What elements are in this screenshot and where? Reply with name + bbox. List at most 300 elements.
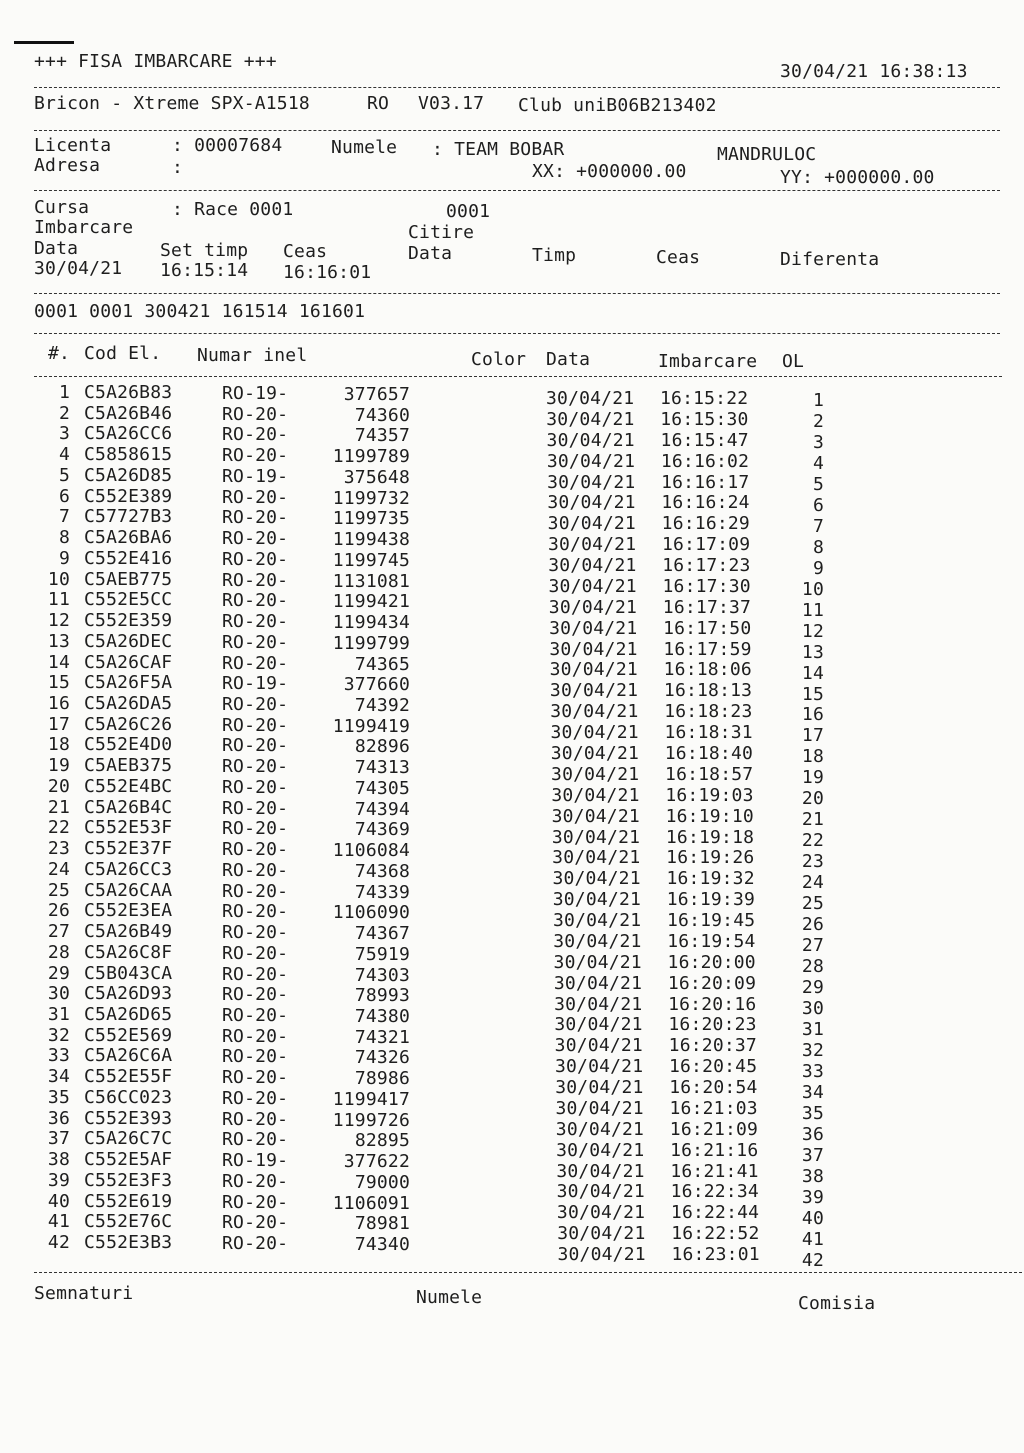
row-ring-number: 74394 bbox=[354, 798, 410, 820]
row-ring-number: 74339 bbox=[354, 881, 410, 903]
row-code: C552E55F bbox=[84, 1066, 173, 1088]
row-ring-number: 1199434 bbox=[332, 612, 410, 634]
row-ol: 17 bbox=[801, 725, 824, 747]
row-code: C552E5CC bbox=[84, 589, 173, 611]
row-ring-number: 74340 bbox=[354, 1234, 410, 1256]
cursa-value: : Race 0001 bbox=[172, 199, 294, 220]
row-date: 30/04/21 bbox=[555, 1077, 644, 1099]
row-ring-number: 1199789 bbox=[332, 446, 410, 468]
row-ring-prefix: RO-20- bbox=[222, 1067, 289, 1089]
row-ring-number: 74369 bbox=[354, 819, 410, 841]
row-ring-prefix: RO-20- bbox=[222, 735, 289, 757]
row-code: C552E3B3 bbox=[84, 1232, 173, 1254]
row-ring-number: 78986 bbox=[354, 1068, 410, 1090]
row-ring-prefix: RO-20- bbox=[222, 776, 289, 798]
row-code: C552E393 bbox=[84, 1107, 173, 1129]
col-data: Data bbox=[546, 349, 591, 370]
row-code: C5A26CAF bbox=[84, 651, 173, 673]
row-code: C5A26C7C bbox=[84, 1128, 173, 1150]
row-number: 34 bbox=[47, 1066, 70, 1088]
sheet-title: +++ FISA IMBARCARE +++ bbox=[34, 51, 277, 72]
row-code: C552E3EA bbox=[84, 900, 173, 922]
row-ring-number: 1131081 bbox=[332, 570, 410, 592]
row-time: 16:18:31 bbox=[664, 722, 753, 744]
row-time: 16:20:09 bbox=[667, 972, 757, 994]
row-ring-number: 1199726 bbox=[332, 1109, 410, 1131]
row-ring-prefix: RO-20- bbox=[222, 569, 289, 591]
row-date: 30/04/21 bbox=[556, 1160, 645, 1182]
row-ol: 22 bbox=[801, 830, 824, 852]
row-ol: 26 bbox=[801, 914, 824, 936]
row-date: 30/04/21 bbox=[548, 575, 637, 597]
divider bbox=[34, 333, 1000, 334]
row-number: 4 bbox=[58, 444, 70, 466]
top-mark bbox=[14, 41, 74, 44]
row-ring-number: 74305 bbox=[354, 777, 410, 799]
cursa-label: Cursa bbox=[34, 197, 90, 218]
row-date: 30/04/21 bbox=[550, 701, 639, 723]
race-clock: 16:16:01 bbox=[283, 262, 372, 283]
row-time: 16:19:39 bbox=[666, 889, 756, 911]
row-ring-number: 74367 bbox=[354, 923, 410, 945]
licenta-value: : 00007684 bbox=[172, 135, 283, 156]
row-date: 30/04/21 bbox=[547, 471, 636, 493]
row-date: 30/04/21 bbox=[554, 1056, 644, 1078]
semnaturi-label: Semnaturi bbox=[34, 1283, 134, 1304]
row-date: 30/04/21 bbox=[546, 429, 635, 451]
row-ol: 33 bbox=[801, 1060, 824, 1082]
row-code: C552E569 bbox=[84, 1024, 173, 1046]
row-ring-number: 1199419 bbox=[332, 715, 410, 737]
row-time: 16:16:24 bbox=[661, 492, 750, 514]
row-date: 30/04/21 bbox=[549, 680, 639, 702]
row-ring-prefix: RO-20- bbox=[222, 694, 289, 715]
row-date: 30/04/21 bbox=[556, 1202, 646, 1224]
row-date: 30/04/21 bbox=[550, 742, 640, 764]
row-time: 16:20:23 bbox=[668, 1014, 757, 1036]
row-date: 30/04/21 bbox=[553, 972, 643, 994]
row-code: C552E619 bbox=[84, 1190, 173, 1212]
row-date: 30/04/21 bbox=[554, 1014, 643, 1036]
row-code: C5AEB375 bbox=[84, 755, 173, 777]
row-code: C5A26BA6 bbox=[84, 527, 173, 549]
row-ol: 15 bbox=[801, 683, 824, 705]
row-code: C552E416 bbox=[84, 547, 173, 569]
row-ring-prefix: RO-20- bbox=[222, 922, 289, 944]
row-code: C552E389 bbox=[84, 485, 173, 507]
row-ol: 36 bbox=[801, 1123, 824, 1145]
row-code: C5858615 bbox=[84, 444, 173, 466]
row-ring-number: 74392 bbox=[354, 695, 410, 716]
row-number: 37 bbox=[47, 1128, 70, 1150]
adresa-label: Adresa bbox=[34, 155, 101, 176]
col-imbarcare: Imbarcare bbox=[658, 351, 758, 372]
row-ring-prefix: RO-20- bbox=[222, 1233, 289, 1255]
row-number: 16 bbox=[47, 693, 70, 714]
coord-yy: YY: +000000.00 bbox=[780, 167, 935, 188]
row-ring-prefix: RO-19- bbox=[222, 1150, 289, 1172]
row-ring-prefix: RO-20- bbox=[222, 548, 289, 570]
row-ring-number: 82896 bbox=[354, 736, 410, 758]
row-time: 16:17:37 bbox=[662, 596, 752, 618]
col-ol: OL bbox=[782, 351, 805, 372]
row-time: 16:20:37 bbox=[668, 1035, 757, 1057]
row-number: 6 bbox=[58, 485, 70, 507]
row-ring-number: 74360 bbox=[354, 404, 410, 426]
divider bbox=[34, 376, 1002, 377]
row-ring-prefix: RO-20- bbox=[222, 445, 289, 467]
row-number: 1 bbox=[58, 382, 70, 403]
row-ring-prefix: RO-20- bbox=[222, 880, 289, 902]
row-time: 16:22:44 bbox=[670, 1202, 760, 1224]
row-ol: 35 bbox=[801, 1102, 824, 1124]
row-number: 27 bbox=[47, 921, 70, 943]
row-number: 41 bbox=[47, 1211, 70, 1233]
col-inel: Numar inel bbox=[197, 345, 308, 366]
row-code: C5A26CAA bbox=[84, 879, 173, 901]
col-cod: Cod El. bbox=[84, 343, 162, 364]
row-date: 30/04/21 bbox=[552, 868, 641, 890]
row-date: 30/04/21 bbox=[547, 492, 636, 514]
row-ring-prefix: RO-20- bbox=[222, 1129, 289, 1151]
row-ring-number: 1199799 bbox=[332, 632, 410, 654]
row-time: 16:21:03 bbox=[669, 1097, 758, 1119]
comisia-label: Comisia bbox=[798, 1293, 876, 1314]
row-ring-number: 79000 bbox=[354, 1171, 410, 1193]
row-date: 30/04/21 bbox=[551, 763, 640, 785]
row-time: 16:21:41 bbox=[670, 1160, 759, 1182]
row-code: C5A26D65 bbox=[84, 1004, 173, 1026]
row-number: 9 bbox=[58, 547, 70, 569]
row-number: 23 bbox=[47, 838, 70, 860]
row-ring-number: 74321 bbox=[354, 1026, 410, 1048]
row-code: C5A26B4C bbox=[84, 796, 173, 818]
row-number: 24 bbox=[47, 858, 70, 880]
row-ring-prefix: RO-20- bbox=[222, 901, 289, 923]
row-number: 12 bbox=[47, 610, 70, 632]
row-number: 21 bbox=[47, 796, 70, 818]
row-date: 30/04/21 bbox=[546, 408, 635, 430]
row-ring-prefix: RO-20- bbox=[222, 486, 289, 508]
row-time: 16:17:23 bbox=[662, 555, 751, 577]
row-time: 16:16:29 bbox=[661, 513, 750, 535]
row-time: 16:17:30 bbox=[662, 575, 751, 597]
row-number: 39 bbox=[47, 1169, 70, 1191]
row-date: 30/04/21 bbox=[554, 1035, 643, 1057]
row-ring-prefix: RO-20- bbox=[222, 1087, 289, 1109]
row-time: 16:19:45 bbox=[667, 910, 756, 932]
row-ol: 12 bbox=[801, 620, 824, 642]
row-date: 30/04/21 bbox=[556, 1181, 645, 1203]
row-ring-prefix: RO-20- bbox=[222, 984, 289, 1006]
row-date: 30/04/21 bbox=[549, 638, 638, 660]
row-code: C5B043CA bbox=[84, 962, 173, 984]
row-ring-prefix: RO-20- bbox=[222, 756, 289, 778]
row-ring-prefix: RO-19- bbox=[222, 383, 289, 404]
row-date: 30/04/21 bbox=[552, 847, 641, 869]
row-ring-prefix: RO-19- bbox=[222, 673, 289, 695]
row-time: 16:19:03 bbox=[665, 784, 754, 806]
row-number: 28 bbox=[47, 941, 70, 963]
row-ring-prefix: RO-20- bbox=[222, 1212, 289, 1234]
row-ring-number: 74380 bbox=[354, 1006, 410, 1028]
citire-label: Citire bbox=[408, 222, 475, 243]
row-ring-number: 75919 bbox=[354, 943, 410, 965]
row-code: C552E4BC bbox=[84, 775, 173, 797]
row-ring-prefix: RO-20- bbox=[222, 403, 289, 425]
row-time: 16:16:02 bbox=[660, 450, 750, 472]
row-time: 16:18:23 bbox=[664, 701, 753, 723]
row-ol: 21 bbox=[801, 809, 824, 831]
numele-footer-label: Numele bbox=[416, 1287, 483, 1308]
row-time: 16:20:16 bbox=[668, 993, 757, 1015]
row-time: 16:19:10 bbox=[665, 805, 754, 827]
row-ring-prefix: RO-20- bbox=[222, 859, 289, 881]
row-ring-prefix: RO-20- bbox=[222, 528, 289, 550]
ceas-label: Ceas bbox=[283, 241, 328, 262]
row-number: 2 bbox=[58, 402, 70, 424]
row-number: 33 bbox=[47, 1045, 70, 1067]
row-code: C5A26D93 bbox=[84, 983, 173, 1005]
row-code: C5A26C26 bbox=[84, 713, 173, 735]
row-ring-number: 1199417 bbox=[332, 1088, 410, 1110]
locality: MANDRULOC bbox=[717, 144, 817, 165]
row-code: C5A26CC3 bbox=[84, 858, 173, 880]
row-ol: 19 bbox=[801, 767, 824, 789]
row-time: 16:18:40 bbox=[664, 742, 754, 764]
row-time: 16:22:52 bbox=[671, 1223, 760, 1245]
row-ring-number: 78981 bbox=[354, 1213, 410, 1235]
row-number: 10 bbox=[47, 568, 70, 590]
row-number: 26 bbox=[47, 900, 70, 922]
row-number: 13 bbox=[47, 630, 70, 652]
row-ring-number: 1106091 bbox=[332, 1192, 410, 1214]
row-ol: 14 bbox=[801, 662, 824, 684]
citire-data-label: Data bbox=[408, 243, 453, 264]
row-number: 3 bbox=[58, 423, 70, 445]
data-label: Data bbox=[34, 238, 79, 259]
set-timp-label: Set timp bbox=[160, 240, 249, 261]
row-code: C552E76C bbox=[84, 1211, 173, 1233]
row-ol: 29 bbox=[801, 977, 824, 999]
row-number: 29 bbox=[47, 962, 70, 984]
row-code: C552E359 bbox=[84, 610, 173, 632]
row-date: 30/04/21 bbox=[556, 1139, 645, 1161]
row-number: 15 bbox=[47, 672, 70, 694]
row-code: C5AEB775 bbox=[84, 568, 173, 590]
row-ol: 9 bbox=[812, 557, 824, 579]
row-ol: 23 bbox=[801, 851, 824, 873]
row-time: 16:20:00 bbox=[667, 951, 756, 973]
row-ol: 13 bbox=[801, 641, 824, 663]
row-ol: 38 bbox=[801, 1165, 824, 1187]
row-ol: 41 bbox=[801, 1228, 824, 1250]
row-ol: 24 bbox=[801, 872, 824, 894]
row-date: 30/04/21 bbox=[549, 617, 638, 639]
row-ol: 7 bbox=[812, 515, 824, 537]
diferenta-label: Diferenta bbox=[780, 249, 880, 270]
row-ol: 5 bbox=[812, 473, 824, 495]
row-code: C5A26CC6 bbox=[84, 423, 173, 445]
row-ring-number: 1106090 bbox=[332, 902, 410, 924]
row-ring-number: 74303 bbox=[354, 964, 410, 986]
row-ring-number: 74313 bbox=[354, 757, 410, 779]
row-date: 30/04/21 bbox=[552, 889, 642, 911]
row-ring-number: 377660 bbox=[343, 674, 410, 696]
row-ring-prefix: RO-20- bbox=[222, 1170, 289, 1192]
row-ring-prefix: RO-20- bbox=[222, 1025, 289, 1047]
row-time: 16:16:17 bbox=[661, 471, 750, 493]
row-ol: 16 bbox=[801, 704, 824, 726]
row-ring-number: 78993 bbox=[354, 985, 410, 1007]
row-number: 25 bbox=[47, 879, 70, 901]
race-code: 0001 bbox=[446, 201, 491, 222]
row-ring-number: 74365 bbox=[354, 653, 410, 675]
device-name: Bricon - Xtreme SPX-A1518 bbox=[34, 93, 310, 114]
adresa-value: : bbox=[172, 157, 184, 178]
row-date: 30/04/21 bbox=[553, 930, 642, 952]
divider bbox=[34, 1272, 1022, 1273]
row-ring-prefix: RO-20- bbox=[222, 818, 289, 840]
row-ol: 31 bbox=[801, 1018, 824, 1040]
row-ol: 40 bbox=[801, 1207, 824, 1229]
row-number: 40 bbox=[47, 1190, 70, 1212]
row-time: 16:17:59 bbox=[663, 638, 752, 660]
device-version: V03.17 bbox=[418, 93, 485, 114]
row-ring-prefix: RO-20- bbox=[222, 424, 289, 446]
row-ring-number: 74326 bbox=[354, 1047, 410, 1069]
row-number: 30 bbox=[47, 983, 70, 1005]
row-number: 22 bbox=[47, 817, 70, 839]
row-ring-prefix: RO-20- bbox=[222, 611, 289, 633]
row-date: 30/04/21 bbox=[554, 993, 643, 1015]
row-date: 30/04/21 bbox=[548, 596, 638, 618]
row-ol: 37 bbox=[801, 1144, 824, 1166]
row-ring-number: 1199732 bbox=[332, 487, 410, 509]
row-code: C552E5AF bbox=[84, 1149, 173, 1171]
row-number: 14 bbox=[47, 651, 70, 673]
row-code: C552E37F bbox=[84, 838, 173, 860]
row-date: 30/04/21 bbox=[549, 659, 638, 681]
row-ol: 11 bbox=[801, 599, 824, 621]
citire-ceas-label: Ceas bbox=[656, 247, 701, 268]
row-ring-number: 74368 bbox=[354, 860, 410, 882]
row-code: C5A26B46 bbox=[84, 402, 173, 424]
row-code: C5A26B83 bbox=[84, 382, 173, 403]
row-time: 16:23:01 bbox=[671, 1244, 760, 1266]
row-ring-number: 375648 bbox=[343, 466, 410, 488]
row-time: 16:15:30 bbox=[660, 408, 749, 430]
row-time: 16:18:13 bbox=[663, 680, 753, 702]
row-code: C57727B3 bbox=[84, 506, 173, 528]
row-time: 16:22:34 bbox=[670, 1181, 759, 1203]
row-time: 16:21:09 bbox=[669, 1118, 759, 1140]
row-ol: 30 bbox=[801, 997, 824, 1019]
row-time: 16:20:54 bbox=[669, 1077, 758, 1099]
row-ring-prefix: RO-20- bbox=[222, 1191, 289, 1213]
row-time: 16:20:45 bbox=[668, 1056, 758, 1078]
row-number: 8 bbox=[58, 527, 70, 549]
row-code: C5A26DA5 bbox=[84, 693, 173, 714]
row-time: 16:15:47 bbox=[660, 429, 749, 451]
row-code: C552E4D0 bbox=[84, 734, 173, 756]
row-ol: 28 bbox=[801, 956, 824, 978]
row-date: 30/04/21 bbox=[548, 555, 637, 577]
row-date: 30/04/21 bbox=[555, 1097, 644, 1119]
device-lang: RO bbox=[367, 93, 390, 114]
row-number: 20 bbox=[47, 775, 70, 797]
row-number: 38 bbox=[47, 1149, 70, 1171]
row-ring-number: 1106084 bbox=[332, 840, 410, 862]
licenta-label: Licenta bbox=[34, 135, 112, 156]
row-ol: 34 bbox=[801, 1081, 824, 1103]
row-time: 16:19:26 bbox=[666, 847, 755, 869]
row-ol: 3 bbox=[812, 431, 824, 453]
row-time: 16:19:32 bbox=[666, 868, 755, 890]
row-code: C5A26B49 bbox=[84, 921, 173, 943]
row-ring-prefix: RO-20- bbox=[222, 652, 289, 674]
row-code: C5A26F5A bbox=[84, 672, 173, 694]
row-code: C552E53F bbox=[84, 817, 173, 839]
row-ol: 4 bbox=[812, 452, 824, 474]
row-number: 36 bbox=[47, 1107, 70, 1129]
row-number: 35 bbox=[47, 1086, 70, 1108]
timp-label: Timp bbox=[532, 245, 577, 266]
row-number: 11 bbox=[47, 589, 70, 611]
row-date: 30/04/21 bbox=[553, 910, 642, 932]
row-date: 30/04/21 bbox=[547, 513, 636, 535]
divider bbox=[34, 293, 1000, 294]
row-ring-number: 1199735 bbox=[332, 508, 410, 530]
row-number: 7 bbox=[58, 506, 70, 528]
row-ring-number: 1199421 bbox=[332, 591, 410, 613]
row-time: 16:18:57 bbox=[665, 763, 754, 785]
divider bbox=[34, 130, 1000, 131]
row-ol: 18 bbox=[801, 746, 824, 768]
row-ring-number: 74357 bbox=[354, 425, 410, 447]
row-code: C56CC023 bbox=[84, 1086, 173, 1108]
row-ring-prefix: RO-20- bbox=[222, 839, 289, 861]
row-number: 42 bbox=[47, 1232, 70, 1254]
row-ring-prefix: RO-20- bbox=[222, 590, 289, 612]
row-ring-prefix: RO-20- bbox=[222, 963, 289, 985]
divider bbox=[34, 190, 1000, 191]
divider bbox=[34, 87, 1000, 88]
row-time: 16:21:16 bbox=[670, 1139, 759, 1161]
row-number: 17 bbox=[47, 713, 70, 735]
row-ol: 42 bbox=[801, 1249, 824, 1271]
row-ring-prefix: RO-20- bbox=[222, 797, 289, 819]
row-date: 30/04/21 bbox=[555, 1118, 645, 1140]
col-color: Color bbox=[471, 349, 527, 370]
row-ol: 8 bbox=[812, 536, 824, 558]
col-nr: #. bbox=[48, 343, 71, 364]
row-date: 30/04/21 bbox=[557, 1244, 646, 1266]
row-date: 30/04/21 bbox=[547, 534, 637, 556]
row-date: 30/04/21 bbox=[553, 951, 642, 973]
club-code: Club uniB06B213402 bbox=[518, 95, 717, 116]
row-ol: 27 bbox=[801, 935, 824, 957]
row-ring-prefix: RO-20- bbox=[222, 507, 289, 529]
row-number: 31 bbox=[47, 1004, 70, 1026]
row-ring-prefix: RO-19- bbox=[222, 465, 289, 487]
row-ring-prefix: RO-20- bbox=[222, 942, 289, 964]
row-date: 30/04/21 bbox=[546, 450, 636, 472]
row-ring-number: 377657 bbox=[343, 384, 410, 405]
row-number: 18 bbox=[47, 734, 70, 756]
print-datetime: 30/04/21 16:38:13 bbox=[780, 61, 968, 82]
row-time: 16:17:50 bbox=[663, 617, 752, 639]
